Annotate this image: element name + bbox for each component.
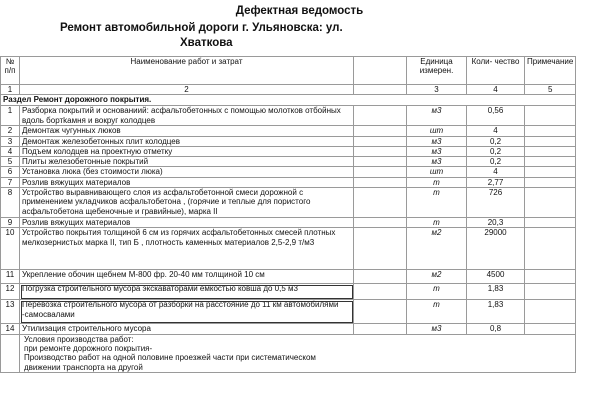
column-number-cell[interactable]: 4 bbox=[467, 85, 525, 95]
row-name-cell[interactable]: Розлив вяжущих материалов bbox=[20, 177, 354, 187]
defect-table bbox=[0, 56, 576, 373]
row-unit-cell[interactable]: шт bbox=[407, 167, 467, 177]
row-name-cell[interactable]: Погрузка строительного мусора экскаваторами емкостью ковша до 0,5 м3 bbox=[20, 284, 354, 300]
row-name-cell[interactable]: Утилизация строительного мусора bbox=[20, 324, 354, 334]
row-note-cell[interactable] bbox=[525, 188, 576, 218]
header-cell-unit[interactable]: Единица измерен. bbox=[407, 57, 467, 85]
row-qty-cell[interactable]: 20,3 bbox=[467, 218, 525, 228]
row-number-cell[interactable]: 8 bbox=[1, 188, 20, 218]
row-unit-cell[interactable]: шт bbox=[407, 126, 467, 136]
row-name-cell[interactable]: Разборка покрытий и основаниий: асфальтобетонных с помощью молотков отбойных вдоль бортkамня и вокруг колодцев bbox=[20, 106, 354, 126]
row-empty-cell[interactable] bbox=[354, 228, 407, 270]
row-unit-cell[interactable]: м3 bbox=[407, 157, 467, 167]
row-note-cell[interactable] bbox=[525, 324, 576, 334]
conditions-line: при ремонте дорожного покрытия- bbox=[24, 343, 153, 353]
table-row bbox=[1, 167, 576, 177]
row-qty-cell[interactable]: 0,56 bbox=[467, 106, 525, 126]
row-name-cell[interactable]: Устройство выравнивающего слоя из асфальтобетонной смеси дорожной с применением укладчиков асфальтобетона , (горячие и теплые для пористого асфальтобетона щебеночные и гравийные), марка II bbox=[20, 188, 354, 218]
row-qty-cell[interactable]: 4500 bbox=[467, 270, 525, 284]
row-qty-cell[interactable]: 0,8 bbox=[467, 324, 525, 334]
table-row bbox=[1, 177, 576, 187]
row-empty-cell[interactable] bbox=[354, 136, 407, 146]
header-cell-qty[interactable]: Коли- чество bbox=[467, 57, 525, 85]
section-row bbox=[1, 95, 576, 106]
row-empty-cell[interactable] bbox=[354, 188, 407, 218]
row-empty-cell[interactable] bbox=[354, 177, 407, 187]
row-number-cell[interactable]: 7 bbox=[1, 177, 20, 187]
row-number-cell[interactable]: 14 bbox=[1, 324, 20, 334]
row-number-cell[interactable]: 13 bbox=[1, 300, 20, 324]
row-unit-cell[interactable]: т bbox=[407, 188, 467, 218]
row-empty-cell[interactable] bbox=[354, 324, 407, 334]
table-row bbox=[1, 126, 576, 136]
row-note-cell[interactable] bbox=[525, 106, 576, 126]
row-number-cell[interactable]: 9 bbox=[1, 218, 20, 228]
header-cell-spacer[interactable] bbox=[354, 57, 407, 85]
header-cell-name[interactable]: Наименование работ и затрат bbox=[20, 57, 354, 85]
column-number-cell[interactable]: 1 bbox=[1, 85, 20, 95]
document-subtitle-line1: Ремонт автомобильной дороги г. Ульяновска: ул. bbox=[60, 22, 343, 34]
row-note-cell[interactable] bbox=[525, 167, 576, 177]
row-unit-cell[interactable]: т bbox=[407, 218, 467, 228]
row-number-cell[interactable]: 1 bbox=[1, 106, 20, 126]
document-subtitle-line2: Хваткова bbox=[180, 37, 233, 49]
row-empty-cell[interactable] bbox=[354, 270, 407, 284]
row-name-cell[interactable]: Установка люка (без стоимости люка) bbox=[20, 167, 354, 177]
row-qty-cell[interactable]: 4 bbox=[467, 167, 525, 177]
table-row bbox=[1, 300, 576, 324]
row-qty-cell[interactable]: 1,83 bbox=[467, 300, 525, 324]
row-note-cell[interactable] bbox=[525, 300, 576, 324]
row-qty-cell[interactable]: 0,2 bbox=[467, 136, 525, 146]
row-unit-cell[interactable]: т bbox=[407, 177, 467, 187]
row-number-cell[interactable]: 3 bbox=[1, 136, 20, 146]
table-row bbox=[1, 284, 576, 300]
row-qty-cell[interactable]: 0,2 bbox=[467, 157, 525, 167]
row-note-cell[interactable] bbox=[525, 136, 576, 146]
document-title: Дефектная ведомость bbox=[235, 5, 364, 17]
header-cell-number[interactable]: № п/п bbox=[1, 57, 20, 85]
row-number-cell[interactable]: 5 bbox=[1, 157, 20, 167]
section-label[interactable]: Раздел Ремонт дорожного покрытия. bbox=[1, 95, 576, 106]
row-name-cell[interactable]: Плиты железобетонные покрытий bbox=[20, 157, 354, 167]
row-empty-cell[interactable] bbox=[354, 167, 407, 177]
row-unit-cell[interactable]: м3 bbox=[407, 136, 467, 146]
conditions-text[interactable] bbox=[20, 334, 576, 372]
conditions-block bbox=[1, 334, 576, 372]
row-empty-cell[interactable] bbox=[354, 146, 407, 156]
row-note-cell[interactable] bbox=[525, 218, 576, 228]
row-number-cell[interactable]: 2 bbox=[1, 126, 20, 136]
table-row bbox=[1, 228, 576, 270]
row-empty-cell[interactable] bbox=[354, 300, 407, 324]
row-qty-cell[interactable]: 726 bbox=[467, 188, 525, 218]
row-number-cell[interactable]: 11 bbox=[1, 270, 20, 284]
row-number-cell[interactable]: 12 bbox=[1, 284, 20, 300]
row-note-cell[interactable] bbox=[525, 270, 576, 284]
row-unit-cell[interactable]: т bbox=[407, 284, 467, 300]
row-qty-cell[interactable]: 4 bbox=[467, 126, 525, 136]
conditions-line: движении транспорта на другой bbox=[24, 362, 143, 372]
conditions-line: Условия производства работ: bbox=[24, 334, 134, 344]
conditions-line: Производство работ на одной половине проезжей части при систематическом bbox=[24, 353, 316, 363]
table-row bbox=[1, 136, 576, 146]
row-qty-cell[interactable]: 29000 bbox=[467, 228, 525, 270]
column-number-cell[interactable]: 3 bbox=[407, 85, 467, 95]
row-note-cell[interactable] bbox=[525, 177, 576, 187]
row-note-cell[interactable] bbox=[525, 146, 576, 156]
row-name-cell[interactable]: Розлив вяжущих материалов bbox=[20, 218, 354, 228]
table-row bbox=[1, 270, 576, 284]
column-number-row bbox=[1, 85, 576, 95]
row-name-cell[interactable]: Подъем колодцев на проектную отметку bbox=[20, 146, 354, 156]
row-note-cell[interactable] bbox=[525, 228, 576, 270]
row-empty-cell[interactable] bbox=[354, 284, 407, 300]
row-name-cell[interactable]: Демонтаж чугунных люков bbox=[20, 126, 354, 136]
row-qty-cell[interactable]: 0,2 bbox=[467, 146, 525, 156]
row-empty-cell[interactable] bbox=[354, 157, 407, 167]
row-unit-cell[interactable]: м2 bbox=[407, 228, 467, 270]
table-row bbox=[1, 324, 576, 334]
table-row bbox=[1, 157, 576, 167]
table-row bbox=[1, 188, 576, 218]
row-note-cell[interactable] bbox=[525, 284, 576, 300]
header-cell-note[interactable]: Примечание bbox=[525, 57, 576, 85]
table-header-row bbox=[1, 57, 576, 85]
row-name-cell[interactable]: Устройство покрытия толщиной 6 см из горячих асфальтобетонных смесей плотных мелкозернистых марка II, тип Б , плотность каменных материалов 2,5-2,9 т/м3 bbox=[20, 228, 354, 270]
row-unit-cell[interactable]: т bbox=[407, 300, 467, 324]
row-number-cell[interactable]: 6 bbox=[1, 167, 20, 177]
row-qty-cell[interactable]: 1,83 bbox=[467, 284, 525, 300]
row-empty-cell[interactable] bbox=[354, 218, 407, 228]
row-name-cell[interactable]: Укрепление обочин щебнем М-800 фр. 20-40 мм толщиной 10 см bbox=[20, 270, 354, 284]
row-number-cell[interactable]: 4 bbox=[1, 146, 20, 156]
row-note-cell[interactable] bbox=[525, 126, 576, 136]
row-unit-cell[interactable]: м3 bbox=[407, 324, 467, 334]
row-note-cell[interactable] bbox=[525, 157, 576, 167]
table-row bbox=[1, 218, 576, 228]
row-unit-cell[interactable]: м3 bbox=[407, 146, 467, 156]
row-unit-cell[interactable]: м2 bbox=[407, 270, 467, 284]
column-number-cell[interactable]: 2 bbox=[20, 85, 354, 95]
row-qty-cell[interactable]: 2,77 bbox=[467, 177, 525, 187]
column-number-cell[interactable] bbox=[354, 85, 407, 95]
table-row bbox=[1, 106, 576, 126]
row-name-cell[interactable]: Демонтаж железобетонных плит колодцев bbox=[20, 136, 354, 146]
row-unit-cell[interactable]: м3 bbox=[407, 106, 467, 126]
row-number-cell[interactable]: 10 bbox=[1, 228, 20, 270]
row-name-cell[interactable]: Перевозка строительного мусора от разборки на расстояние до 11 км автомобилями -самосвалами bbox=[20, 300, 354, 324]
table-row bbox=[1, 146, 576, 156]
row-empty-cell[interactable] bbox=[354, 106, 407, 126]
column-number-cell[interactable]: 5 bbox=[525, 85, 576, 95]
row-empty-cell[interactable] bbox=[354, 126, 407, 136]
